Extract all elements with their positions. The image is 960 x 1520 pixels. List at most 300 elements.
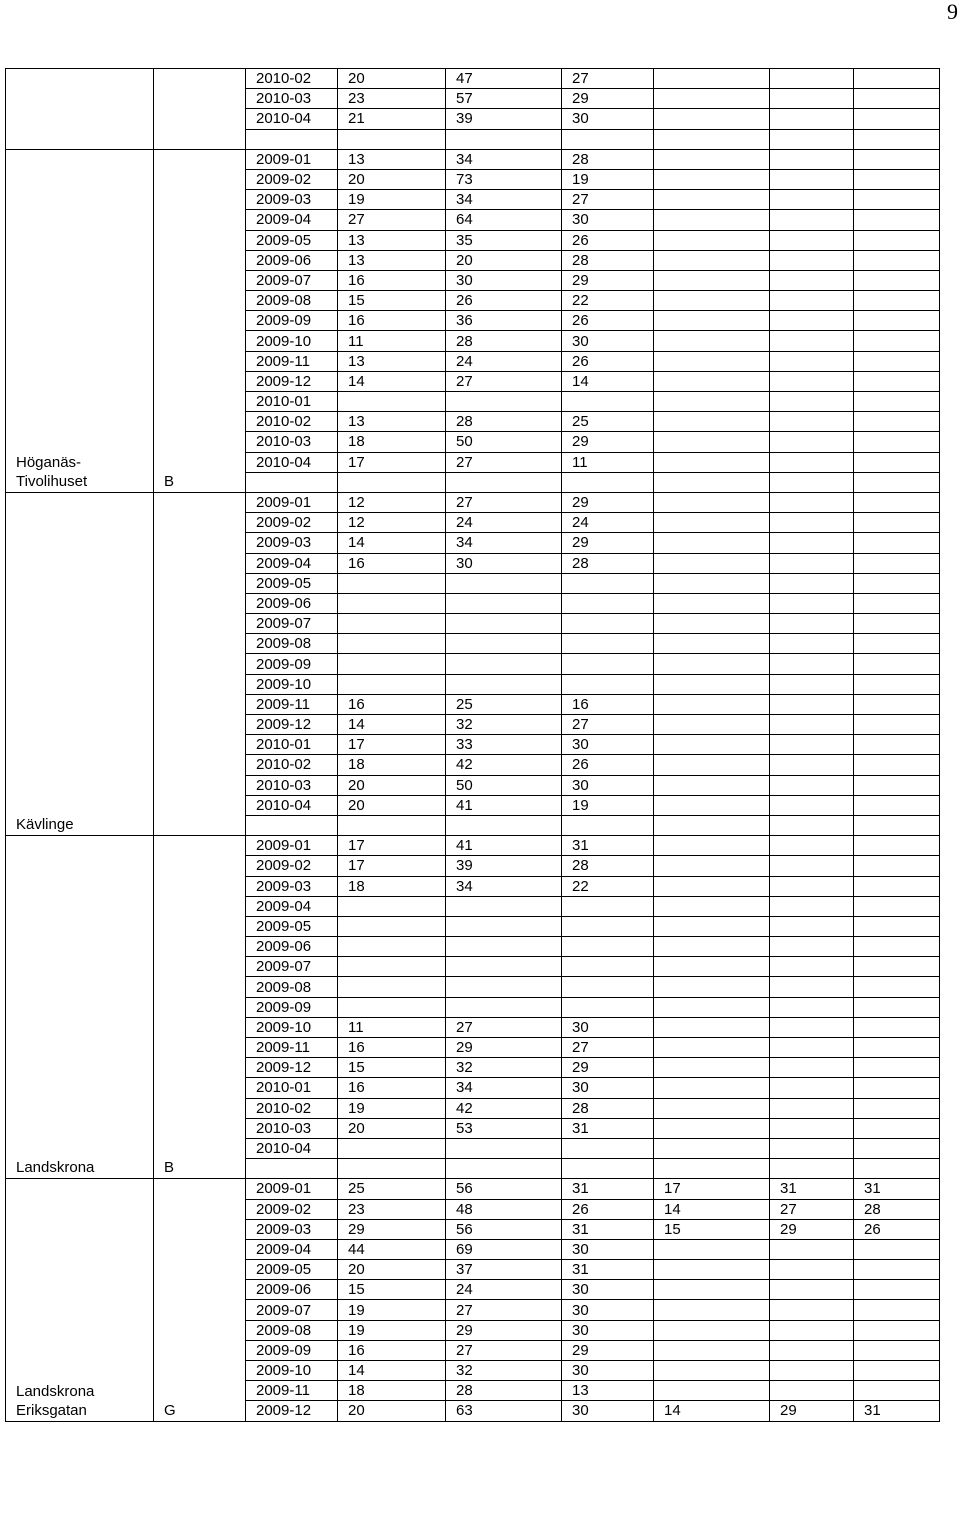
value-cell: 73: [446, 169, 562, 189]
value-cell: 25: [338, 1179, 446, 1199]
value-cell: 16: [338, 694, 446, 714]
value-cell: 25: [562, 412, 654, 432]
value-cell: [770, 169, 854, 189]
value-cell: 30: [562, 210, 654, 230]
value-cell: [854, 916, 940, 936]
value-cell: [338, 472, 446, 492]
value-cell: 27: [446, 1300, 562, 1320]
month-cell: 2010-03: [246, 432, 338, 452]
month-cell: 2009-09: [246, 311, 338, 331]
value-cell: [338, 815, 446, 835]
month-cell: 2009-11: [246, 1381, 338, 1401]
value-cell: [854, 957, 940, 977]
month-cell: 2009-11: [246, 1038, 338, 1058]
value-cell: 23: [338, 1199, 446, 1219]
value-cell: 31: [562, 1179, 654, 1199]
month-cell: [246, 129, 338, 149]
value-cell: [854, 977, 940, 997]
value-cell: 11: [562, 452, 654, 472]
value-cell: [338, 593, 446, 613]
month-cell: 2009-11: [246, 351, 338, 371]
value-cell: 20: [338, 1118, 446, 1138]
value-cell: [562, 472, 654, 492]
zone-cell: G: [154, 1179, 246, 1421]
location-cell: Landskrona: [6, 836, 154, 1179]
value-cell: 35: [446, 230, 562, 250]
value-cell: [854, 412, 940, 432]
value-cell: 53: [446, 1118, 562, 1138]
value-cell: 25: [446, 694, 562, 714]
value-cell: [770, 1118, 854, 1138]
month-cell: 2009-08: [246, 634, 338, 654]
value-cell: 14: [338, 371, 446, 391]
value-cell: [562, 634, 654, 654]
value-cell: [562, 654, 654, 674]
value-cell: 18: [338, 432, 446, 452]
value-cell: [654, 109, 770, 129]
value-cell: [654, 735, 770, 755]
value-cell: [854, 169, 940, 189]
value-cell: 16: [338, 311, 446, 331]
value-cell: [854, 997, 940, 1017]
value-cell: [562, 957, 654, 977]
value-cell: [338, 937, 446, 957]
value-cell: [654, 1138, 770, 1158]
value-cell: [854, 775, 940, 795]
value-cell: [562, 997, 654, 1017]
value-cell: [770, 149, 854, 169]
value-cell: [654, 1098, 770, 1118]
value-cell: [654, 291, 770, 311]
value-cell: [654, 472, 770, 492]
value-cell: [770, 1381, 854, 1401]
value-cell: 15: [338, 1058, 446, 1078]
value-cell: [562, 896, 654, 916]
value-cell: 19: [338, 1300, 446, 1320]
value-cell: 44: [338, 1239, 446, 1259]
value-cell: 19: [338, 190, 446, 210]
month-cell: 2009-07: [246, 957, 338, 977]
value-cell: 16: [338, 1340, 446, 1360]
value-cell: [854, 1381, 940, 1401]
value-cell: [770, 129, 854, 149]
value-cell: [854, 371, 940, 391]
value-cell: 14: [338, 533, 446, 553]
value-cell: [654, 593, 770, 613]
value-cell: [770, 1038, 854, 1058]
month-cell: 2010-03: [246, 775, 338, 795]
value-cell: 50: [446, 775, 562, 795]
value-cell: [770, 957, 854, 977]
value-cell: [770, 513, 854, 533]
month-cell: 2009-08: [246, 291, 338, 311]
value-cell: [854, 1078, 940, 1098]
value-cell: 30: [562, 1401, 654, 1421]
value-cell: [654, 573, 770, 593]
value-cell: [654, 1320, 770, 1340]
value-cell: [854, 674, 940, 694]
value-cell: 28: [854, 1199, 940, 1219]
value-cell: 30: [562, 1017, 654, 1037]
value-cell: [770, 916, 854, 936]
value-cell: [854, 210, 940, 230]
value-cell: [654, 250, 770, 270]
zone-cell: [154, 492, 246, 835]
value-cell: 12: [338, 513, 446, 533]
value-cell: [770, 250, 854, 270]
value-cell: 30: [446, 553, 562, 573]
month-cell: 2009-12: [246, 371, 338, 391]
value-cell: 16: [338, 1078, 446, 1098]
value-cell: [654, 715, 770, 735]
value-cell: [770, 654, 854, 674]
value-cell: 26: [562, 230, 654, 250]
value-cell: 57: [446, 89, 562, 109]
value-cell: [854, 1239, 940, 1259]
month-cell: 2009-07: [246, 270, 338, 290]
month-cell: [246, 472, 338, 492]
value-cell: 30: [562, 1361, 654, 1381]
value-cell: [770, 452, 854, 472]
value-cell: [446, 674, 562, 694]
value-cell: [338, 1159, 446, 1179]
value-cell: [338, 614, 446, 634]
value-cell: [654, 513, 770, 533]
value-cell: [854, 755, 940, 775]
value-cell: [562, 916, 654, 936]
value-cell: 28: [562, 1098, 654, 1118]
value-cell: [562, 129, 654, 149]
month-cell: 2010-04: [246, 1138, 338, 1158]
value-cell: 22: [562, 876, 654, 896]
table-row: [6, 836, 940, 856]
value-cell: [770, 1058, 854, 1078]
value-cell: 19: [562, 169, 654, 189]
value-cell: [770, 1239, 854, 1259]
value-cell: [562, 392, 654, 412]
value-cell: [654, 533, 770, 553]
value-cell: [446, 654, 562, 674]
value-cell: 26: [562, 311, 654, 331]
value-cell: [654, 674, 770, 694]
value-cell: 28: [446, 412, 562, 432]
month-cell: 2009-05: [246, 1260, 338, 1280]
measurement-table: [5, 68, 940, 1422]
value-cell: [654, 634, 770, 654]
value-cell: [770, 1280, 854, 1300]
value-cell: 24: [562, 513, 654, 533]
month-cell: 2009-01: [246, 836, 338, 856]
value-cell: 28: [446, 1381, 562, 1401]
value-cell: [562, 937, 654, 957]
value-cell: 28: [562, 856, 654, 876]
value-cell: [770, 270, 854, 290]
month-cell: 2009-06: [246, 593, 338, 613]
value-cell: [770, 1320, 854, 1340]
value-cell: [770, 533, 854, 553]
month-cell: 2009-06: [246, 1280, 338, 1300]
value-cell: 29: [770, 1219, 854, 1239]
value-cell: [338, 977, 446, 997]
value-cell: [770, 876, 854, 896]
value-cell: [654, 1280, 770, 1300]
value-cell: [854, 1038, 940, 1058]
value-cell: 28: [446, 331, 562, 351]
value-cell: [654, 937, 770, 957]
value-cell: [446, 593, 562, 613]
page-number: 9: [947, 0, 958, 24]
value-cell: 29: [562, 492, 654, 512]
value-cell: 27: [446, 492, 562, 512]
value-cell: 31: [562, 1118, 654, 1138]
value-cell: [854, 1058, 940, 1078]
value-cell: [854, 230, 940, 250]
value-cell: 34: [446, 190, 562, 210]
month-cell: 2009-10: [246, 1361, 338, 1381]
value-cell: [654, 1239, 770, 1259]
value-cell: [770, 997, 854, 1017]
month-cell: 2009-03: [246, 1219, 338, 1239]
value-cell: [338, 1138, 446, 1158]
month-cell: 2009-10: [246, 331, 338, 351]
value-cell: [770, 755, 854, 775]
value-cell: [654, 492, 770, 512]
value-cell: [654, 755, 770, 775]
value-cell: [446, 937, 562, 957]
value-cell: [338, 392, 446, 412]
value-cell: 20: [338, 1401, 446, 1421]
value-cell: [770, 412, 854, 432]
value-cell: 31: [854, 1401, 940, 1421]
value-cell: [854, 513, 940, 533]
value-cell: [654, 977, 770, 997]
value-cell: 34: [446, 876, 562, 896]
value-cell: [770, 815, 854, 835]
value-cell: [654, 129, 770, 149]
value-cell: [854, 533, 940, 553]
value-cell: [654, 836, 770, 856]
value-cell: 30: [562, 775, 654, 795]
month-cell: [246, 815, 338, 835]
month-cell: 2009-12: [246, 1058, 338, 1078]
value-cell: [854, 735, 940, 755]
value-cell: [770, 432, 854, 452]
value-cell: [854, 432, 940, 452]
value-cell: 27: [562, 190, 654, 210]
value-cell: [854, 634, 940, 654]
value-cell: [446, 977, 562, 997]
value-cell: 15: [338, 291, 446, 311]
value-cell: 11: [338, 331, 446, 351]
value-cell: 26: [562, 755, 654, 775]
month-cell: 2009-02: [246, 856, 338, 876]
value-cell: [854, 291, 940, 311]
value-cell: [338, 674, 446, 694]
value-cell: 27: [770, 1199, 854, 1219]
value-cell: 20: [338, 1260, 446, 1280]
value-cell: 27: [446, 371, 562, 391]
month-cell: 2009-03: [246, 533, 338, 553]
value-cell: [654, 1118, 770, 1138]
value-cell: 13: [338, 149, 446, 169]
value-cell: [562, 674, 654, 694]
value-cell: 28: [562, 553, 654, 573]
value-cell: [654, 69, 770, 89]
value-cell: [770, 856, 854, 876]
value-cell: [562, 614, 654, 634]
value-cell: [770, 69, 854, 89]
value-cell: 29: [338, 1219, 446, 1239]
value-cell: 27: [562, 1038, 654, 1058]
value-cell: 56: [446, 1219, 562, 1239]
value-cell: [854, 351, 940, 371]
value-cell: [854, 654, 940, 674]
month-cell: 2009-06: [246, 937, 338, 957]
value-cell: [654, 230, 770, 250]
value-cell: [446, 392, 562, 412]
month-cell: 2010-03: [246, 1118, 338, 1138]
value-cell: [770, 937, 854, 957]
zone-cell: [154, 69, 246, 150]
value-cell: 39: [446, 856, 562, 876]
value-cell: [654, 1340, 770, 1360]
month-cell: 2009-03: [246, 876, 338, 896]
value-cell: 28: [562, 149, 654, 169]
value-cell: [338, 573, 446, 593]
value-cell: 27: [562, 715, 654, 735]
table-row: [6, 149, 940, 169]
month-cell: 2009-03: [246, 190, 338, 210]
value-cell: [854, 1361, 940, 1381]
month-cell: 2009-01: [246, 1179, 338, 1199]
value-cell: [654, 896, 770, 916]
value-cell: [770, 674, 854, 694]
month-cell: 2009-04: [246, 896, 338, 916]
value-cell: [854, 614, 940, 634]
value-cell: 42: [446, 755, 562, 775]
value-cell: [770, 735, 854, 755]
value-cell: [770, 1361, 854, 1381]
value-cell: [770, 795, 854, 815]
value-cell: [562, 1138, 654, 1158]
value-cell: [654, 997, 770, 1017]
value-cell: 15: [338, 1280, 446, 1300]
value-cell: 30: [562, 1078, 654, 1098]
value-cell: [854, 715, 940, 735]
value-cell: [854, 593, 940, 613]
value-cell: 33: [446, 735, 562, 755]
value-cell: [654, 916, 770, 936]
month-cell: 2009-04: [246, 1239, 338, 1259]
value-cell: [446, 573, 562, 593]
value-cell: 29: [770, 1401, 854, 1421]
value-cell: [770, 331, 854, 351]
value-cell: 63: [446, 1401, 562, 1421]
value-cell: 26: [562, 351, 654, 371]
value-cell: [770, 1260, 854, 1280]
value-cell: 69: [446, 1239, 562, 1259]
value-cell: [770, 1017, 854, 1037]
value-cell: [854, 1118, 940, 1138]
value-cell: [562, 593, 654, 613]
value-cell: [770, 109, 854, 129]
month-cell: 2009-04: [246, 553, 338, 573]
value-cell: [770, 553, 854, 573]
value-cell: [654, 331, 770, 351]
value-cell: 31: [562, 1219, 654, 1239]
value-cell: 20: [446, 250, 562, 270]
value-cell: 32: [446, 715, 562, 735]
value-cell: [854, 270, 940, 290]
value-cell: 19: [562, 795, 654, 815]
month-cell: 2009-08: [246, 1320, 338, 1340]
value-cell: 32: [446, 1058, 562, 1078]
location-cell: Landskrona Eriksgatan: [6, 1179, 154, 1421]
value-cell: 30: [562, 1320, 654, 1340]
value-cell: [770, 593, 854, 613]
month-cell: 2010-02: [246, 412, 338, 432]
value-cell: 17: [654, 1179, 770, 1199]
value-cell: [770, 371, 854, 391]
value-cell: [446, 916, 562, 936]
value-cell: [854, 815, 940, 835]
value-cell: 18: [338, 755, 446, 775]
value-cell: 15: [654, 1219, 770, 1239]
value-cell: 30: [562, 1280, 654, 1300]
value-cell: 22: [562, 291, 654, 311]
value-cell: 34: [446, 1078, 562, 1098]
value-cell: [770, 190, 854, 210]
value-cell: [854, 553, 940, 573]
month-cell: 2009-02: [246, 1199, 338, 1219]
value-cell: [770, 573, 854, 593]
value-cell: [654, 190, 770, 210]
month-cell: 2009-02: [246, 513, 338, 533]
value-cell: [770, 977, 854, 997]
value-cell: [654, 210, 770, 230]
value-cell: 31: [854, 1179, 940, 1199]
value-cell: [654, 1017, 770, 1037]
value-cell: [770, 614, 854, 634]
value-cell: [338, 634, 446, 654]
value-cell: [770, 1340, 854, 1360]
value-cell: [338, 896, 446, 916]
month-cell: 2009-07: [246, 1300, 338, 1320]
value-cell: [770, 1138, 854, 1158]
value-cell: 30: [562, 1239, 654, 1259]
month-cell: 2010-01: [246, 735, 338, 755]
table-row: [6, 492, 940, 512]
value-cell: [770, 291, 854, 311]
value-cell: [654, 1159, 770, 1179]
value-cell: 31: [562, 836, 654, 856]
month-cell: 2010-02: [246, 69, 338, 89]
value-cell: 50: [446, 432, 562, 452]
month-cell: 2009-01: [246, 149, 338, 169]
value-cell: [854, 190, 940, 210]
month-cell: 2009-11: [246, 694, 338, 714]
value-cell: [770, 392, 854, 412]
value-cell: 18: [338, 876, 446, 896]
value-cell: [654, 270, 770, 290]
value-cell: [654, 1381, 770, 1401]
value-cell: 19: [338, 1098, 446, 1118]
table-row: [6, 69, 940, 89]
value-cell: [770, 634, 854, 654]
value-cell: 16: [562, 694, 654, 714]
value-cell: [654, 694, 770, 714]
value-cell: [854, 89, 940, 109]
